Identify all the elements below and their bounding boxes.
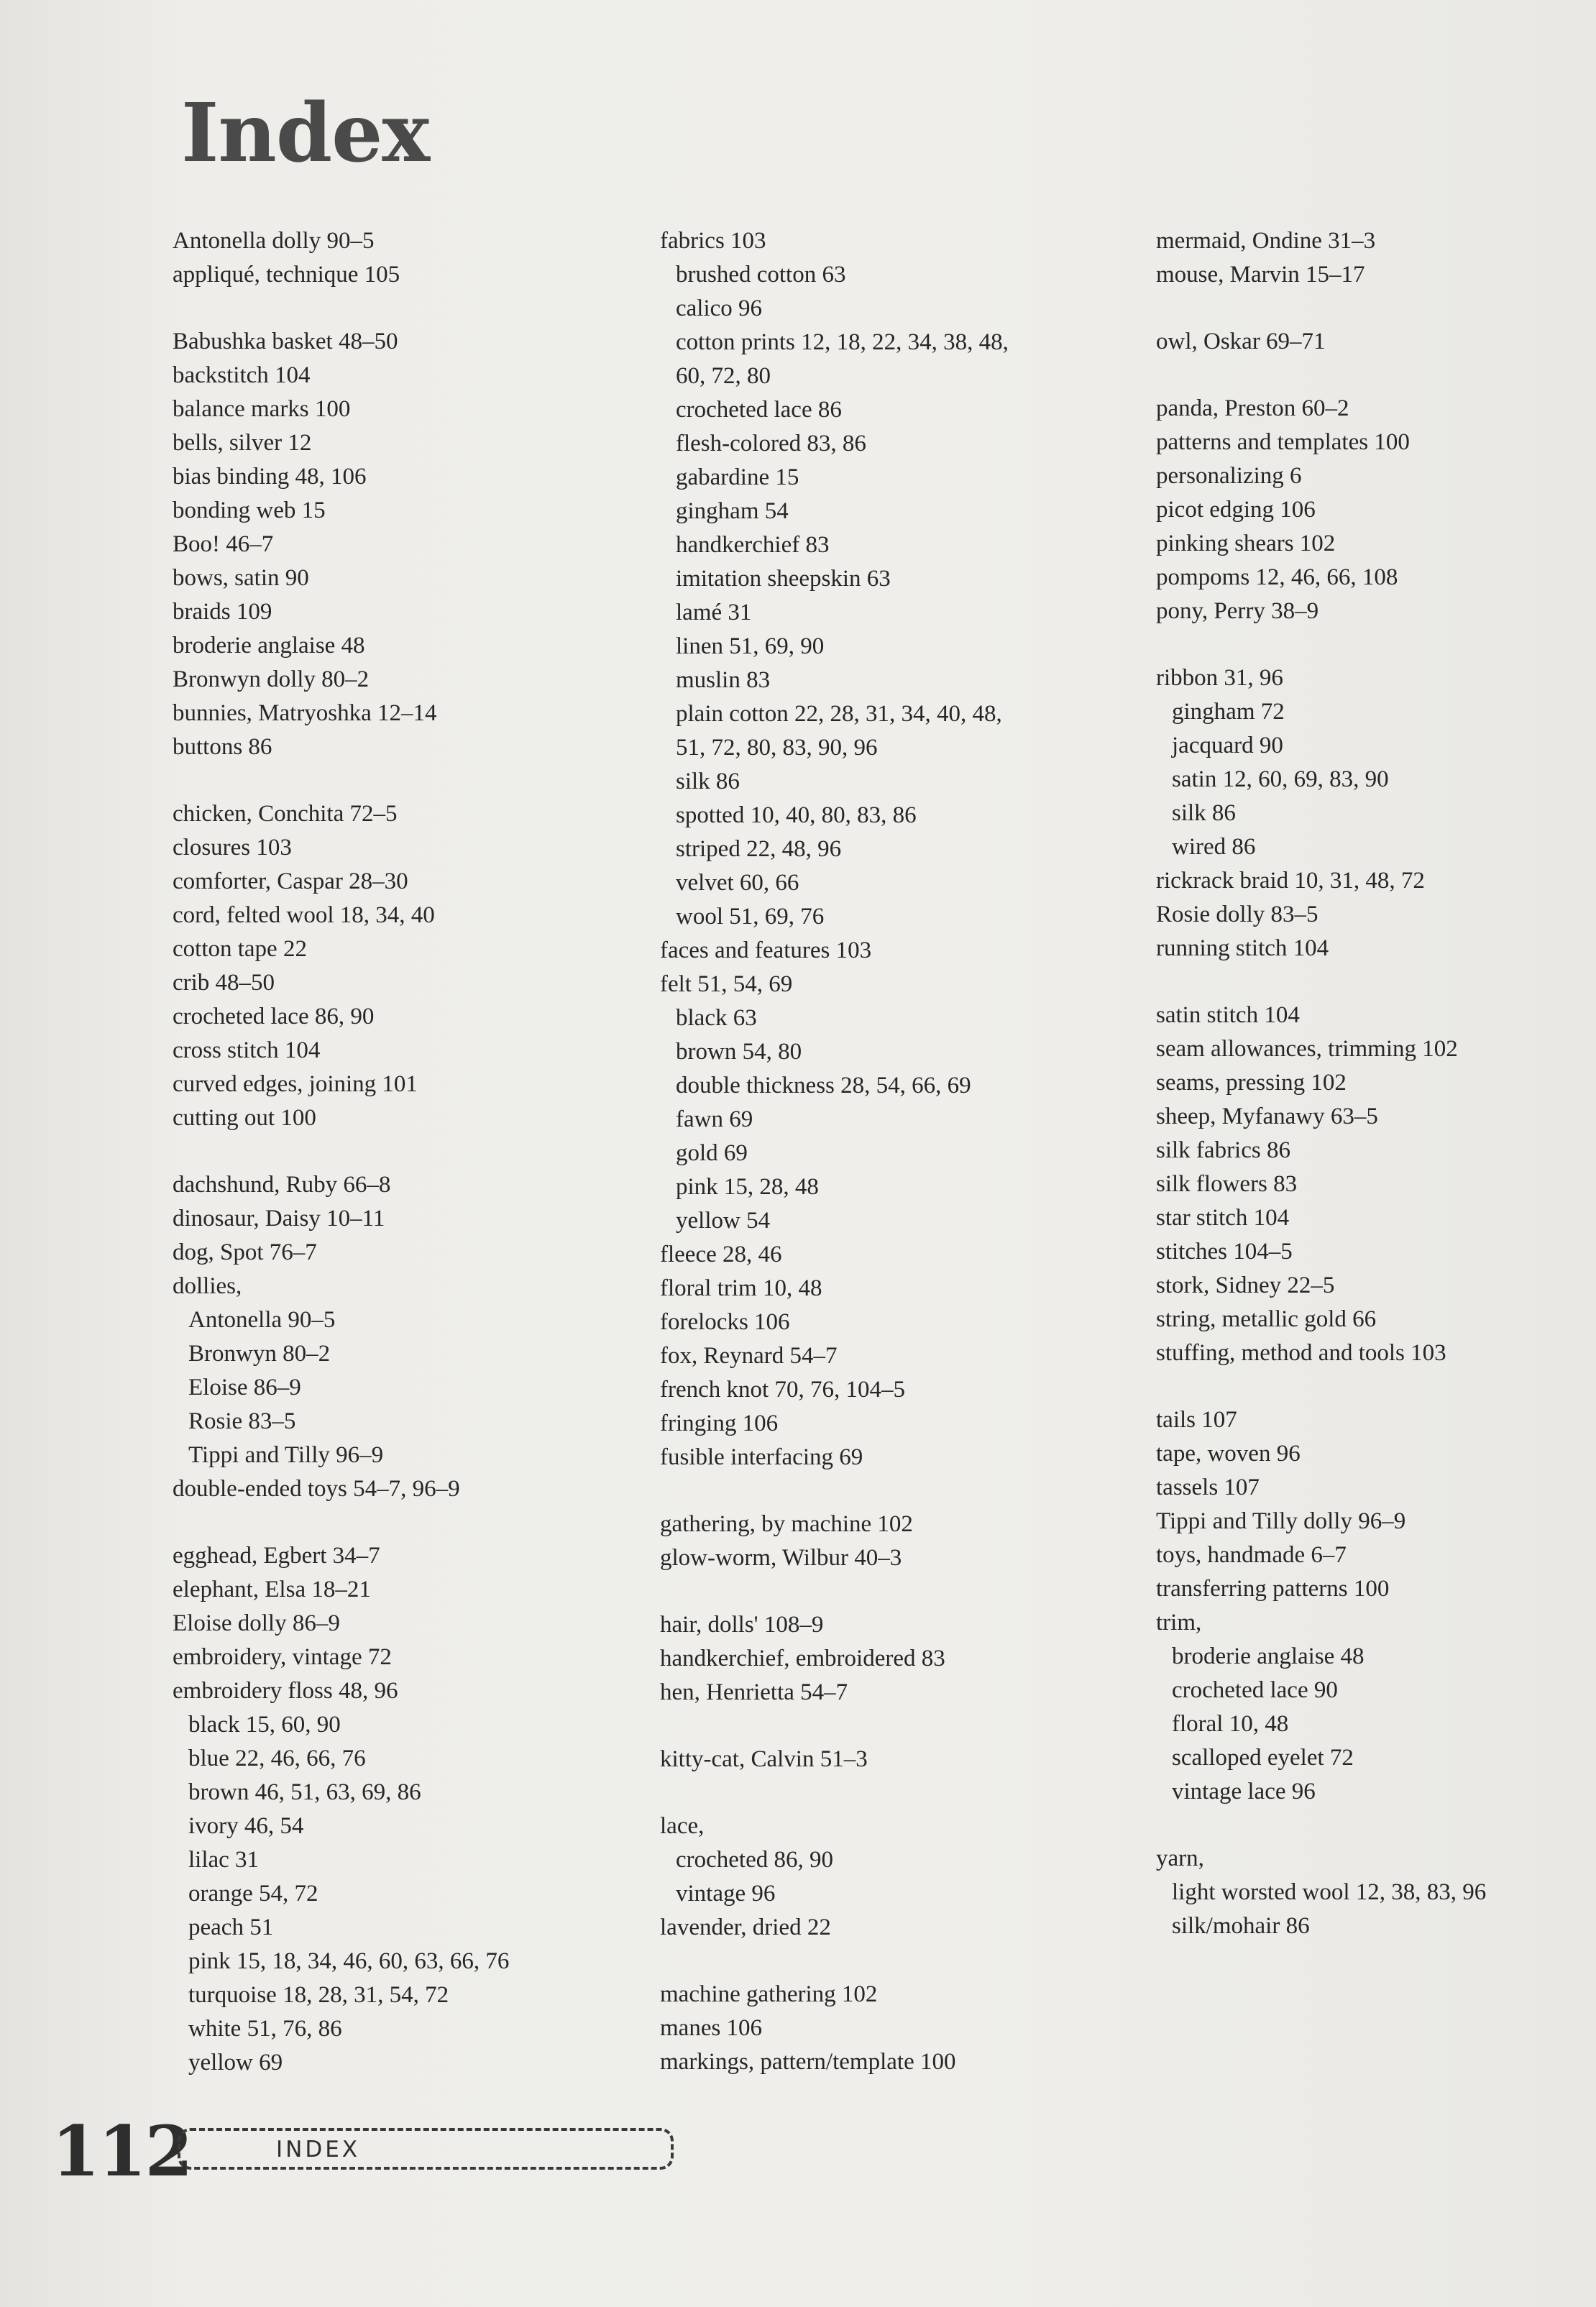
index-subentry: ivory 46, 54 bbox=[188, 1813, 304, 1839]
index-entry: braids 109 bbox=[173, 599, 272, 625]
index-entry: egghead, Egbert 34–7 bbox=[173, 1543, 380, 1569]
index-subentry: wool 51, 69, 76 bbox=[676, 904, 825, 930]
index-entry: backstitch 104 bbox=[173, 362, 311, 388]
index-spacer bbox=[1156, 1809, 1587, 1842]
index-entry: mouse, Marvin 15–17 bbox=[1156, 262, 1365, 288]
index-entry: bonding web 15 bbox=[173, 497, 326, 523]
index-entry: tassels 107 bbox=[1156, 1474, 1260, 1500]
index-entry: Boo! 46–7 bbox=[173, 531, 274, 557]
index-subentry: muslin 83 bbox=[676, 667, 771, 693]
index-column-1 bbox=[173, 224, 633, 2080]
index-entry: Bronwyn dolly 80–2 bbox=[173, 666, 370, 692]
index-subentry: Tippi and Tilly 96–9 bbox=[188, 1442, 384, 1468]
index-entry: french knot 70, 76, 104–5 bbox=[660, 1377, 905, 1403]
index-spacer bbox=[660, 1710, 1120, 1743]
index-entry: bias binding 48, 106 bbox=[173, 464, 367, 490]
index-subentry: flesh-colored 83, 86 bbox=[676, 431, 866, 457]
index-entry: markings, pattern/template 100 bbox=[660, 2049, 956, 2075]
index-subentry: scalloped eyelet 72 bbox=[1172, 1745, 1354, 1771]
index-spacer bbox=[173, 1506, 633, 1539]
index-subentry: brown 54, 80 bbox=[676, 1039, 802, 1065]
index-subentry: velvet 60, 66 bbox=[676, 870, 799, 896]
index-entry: hen, Henrietta 54–7 bbox=[660, 1679, 848, 1705]
index-entry: transferring patterns 100 bbox=[1156, 1576, 1390, 1602]
index-entry: cross stitch 104 bbox=[173, 1037, 321, 1063]
section-label-frame bbox=[178, 2128, 674, 2170]
index-entry: fabrics 103 bbox=[660, 228, 766, 254]
index-entry: crib 48–50 bbox=[173, 970, 275, 996]
index-subentry: spotted 10, 40, 80, 83, 86 bbox=[676, 802, 917, 828]
index-subentry: Rosie 83–5 bbox=[188, 1408, 296, 1434]
index-subentry: pink 15, 18, 34, 46, 60, 63, 66, 76 bbox=[188, 1948, 510, 1974]
index-entry: bells, silver 12 bbox=[173, 430, 312, 456]
index-entry: toys, handmade 6–7 bbox=[1156, 1542, 1347, 1568]
index-spacer bbox=[1156, 292, 1587, 325]
index-subentry: gold 69 bbox=[676, 1140, 748, 1166]
index-entry: embroidery, vintage 72 bbox=[173, 1644, 392, 1670]
index-entry: crocheted lace 86, 90 bbox=[173, 1004, 375, 1029]
index-entry: felt 51, 54, 69 bbox=[660, 971, 793, 997]
index-subentry: vintage 96 bbox=[676, 1881, 776, 1907]
index-subentry: turquoise 18, 28, 31, 54, 72 bbox=[188, 1982, 449, 2008]
index-entry: double-ended toys 54–7, 96–9 bbox=[173, 1476, 460, 1502]
index-subentry: crocheted lace 90 bbox=[1172, 1677, 1338, 1703]
index-subentry: gingham 54 bbox=[676, 498, 789, 524]
index-spacer bbox=[1156, 966, 1587, 999]
index-entry: balance marks 100 bbox=[173, 396, 351, 422]
index-entry: tape, woven 96 bbox=[1156, 1441, 1301, 1467]
index-spacer bbox=[173, 764, 633, 797]
index-entry: Babushka basket 48–50 bbox=[173, 329, 398, 354]
index-subentry: crocheted 86, 90 bbox=[676, 1847, 833, 1873]
index-entry: stitches 104–5 bbox=[1156, 1239, 1293, 1265]
index-entry: faces and features 103 bbox=[660, 937, 872, 963]
index-entry: picot edging 106 bbox=[1156, 497, 1316, 523]
index-entry: machine gathering 102 bbox=[660, 1981, 878, 2007]
index-entry: dachshund, Ruby 66–8 bbox=[173, 1172, 391, 1198]
index-entry: elephant, Elsa 18–21 bbox=[173, 1577, 371, 1602]
index-entry: Eloise dolly 86–9 bbox=[173, 1610, 340, 1636]
index-subentry: lamé 31 bbox=[676, 600, 752, 625]
index-entry: ribbon 31, 96 bbox=[1156, 665, 1283, 691]
index-entry: cord, felted wool 18, 34, 40 bbox=[173, 902, 435, 928]
index-subentry: Antonella 90–5 bbox=[188, 1307, 336, 1333]
index-subentry: vintage lace 96 bbox=[1172, 1779, 1316, 1804]
index-subentry: linen 51, 69, 90 bbox=[676, 633, 825, 659]
index-spacer bbox=[660, 1575, 1120, 1608]
index-entry: personalizing 6 bbox=[1156, 463, 1302, 489]
index-entry: dog, Spot 76–7 bbox=[173, 1239, 317, 1265]
index-entry: Tippi and Tilly dolly 96–9 bbox=[1156, 1508, 1406, 1534]
index-entry: comforter, Caspar 28–30 bbox=[173, 868, 408, 894]
index-entry: fusible interfacing 69 bbox=[660, 1444, 863, 1470]
index-subentry: double thickness 28, 54, 66, 69 bbox=[676, 1073, 971, 1099]
index-entry: curved edges, joining 101 bbox=[173, 1071, 418, 1097]
index-subentry: brown 46, 51, 63, 69, 86 bbox=[188, 1779, 421, 1805]
index-subentry: crocheted lace 86 bbox=[676, 397, 842, 423]
index-subentry: Bronwyn 80–2 bbox=[188, 1341, 331, 1367]
index-entry-continuation: 51, 72, 80, 83, 90, 96 bbox=[676, 735, 878, 761]
index-entry: manes 106 bbox=[660, 2015, 763, 2041]
index-entry: cutting out 100 bbox=[173, 1105, 316, 1131]
page-number: 112 bbox=[52, 2111, 192, 2192]
index-entry: dollies, bbox=[173, 1273, 242, 1299]
index-entry: fleece 28, 46 bbox=[660, 1242, 782, 1267]
index-spacer bbox=[660, 1945, 1120, 1978]
index-entry: bunnies, Matryoshka 12–14 bbox=[173, 700, 437, 726]
index-entry: chicken, Conchita 72–5 bbox=[173, 801, 398, 827]
index-entry: dinosaur, Daisy 10–11 bbox=[173, 1206, 385, 1232]
index-entry: stork, Sidney 22–5 bbox=[1156, 1272, 1335, 1298]
index-subentry: yellow 69 bbox=[188, 2050, 283, 2076]
index-subentry: Eloise 86–9 bbox=[188, 1375, 301, 1400]
index-subentry: peach 51 bbox=[188, 1914, 274, 1940]
index-subentry: floral 10, 48 bbox=[1172, 1711, 1289, 1737]
index-entry: silk flowers 83 bbox=[1156, 1171, 1298, 1197]
index-subentry: blue 22, 46, 66, 76 bbox=[188, 1746, 366, 1771]
index-entry: owl, Oskar 69–71 bbox=[1156, 329, 1326, 354]
index-spacer bbox=[1156, 359, 1587, 392]
index-subentry: silk/mohair 86 bbox=[1172, 1913, 1310, 1939]
index-spacer bbox=[660, 1776, 1120, 1810]
index-subentry: silk 86 bbox=[1172, 800, 1236, 826]
index-entry: gathering, by machine 102 bbox=[660, 1511, 913, 1537]
index-subentry: light worsted wool 12, 38, 83, 96 bbox=[1172, 1879, 1487, 1905]
index-entry: broderie anglaise 48 bbox=[173, 633, 365, 659]
index-subentry: imitation sheepskin 63 bbox=[676, 566, 891, 592]
index-column-2 bbox=[660, 224, 1120, 2079]
index-entry: satin stitch 104 bbox=[1156, 1002, 1300, 1028]
index-entry: silk fabrics 86 bbox=[1156, 1137, 1290, 1163]
index-entry: sheep, Myfanawy 63–5 bbox=[1156, 1104, 1378, 1129]
index-entry: patterns and templates 100 bbox=[1156, 429, 1410, 455]
index-entry: yarn, bbox=[1156, 1845, 1204, 1871]
page-footer bbox=[52, 2112, 699, 2191]
index-subentry: black 63 bbox=[676, 1005, 757, 1031]
index-entry: floral trim 10, 48 bbox=[660, 1275, 822, 1301]
index-subentry: calico 96 bbox=[676, 295, 763, 321]
index-subentry: cotton prints 12, 18, 22, 34, 38, 48, bbox=[676, 329, 1009, 355]
index-entry: fringing 106 bbox=[660, 1411, 779, 1436]
index-subentry: broderie anglaise 48 bbox=[1172, 1643, 1365, 1669]
index-entry: buttons 86 bbox=[173, 734, 272, 760]
index-entry: seam allowances, trimming 102 bbox=[1156, 1036, 1458, 1062]
index-subentry: striped 22, 48, 96 bbox=[676, 836, 842, 862]
index-subentry: gingham 72 bbox=[1172, 699, 1285, 725]
index-entry: Antonella dolly 90–5 bbox=[173, 228, 375, 254]
index-subentry: orange 54, 72 bbox=[188, 1881, 318, 1907]
index-spacer bbox=[173, 292, 633, 325]
index-entry: kitty-cat, Calvin 51–3 bbox=[660, 1746, 868, 1772]
index-entry: stuffing, method and tools 103 bbox=[1156, 1340, 1446, 1366]
index-entry: pinking shears 102 bbox=[1156, 531, 1336, 556]
index-entry: mermaid, Ondine 31–3 bbox=[1156, 228, 1376, 254]
index-entry: seams, pressing 102 bbox=[1156, 1070, 1347, 1096]
index-subentry: wired 86 bbox=[1172, 834, 1256, 860]
index-entry: embroidery floss 48, 96 bbox=[173, 1678, 398, 1704]
index-entry: rickrack braid 10, 31, 48, 72 bbox=[1156, 868, 1425, 894]
index-entry: trim, bbox=[1156, 1610, 1202, 1636]
index-subentry: gabardine 15 bbox=[676, 464, 799, 490]
index-entry: lace, bbox=[660, 1813, 705, 1839]
index-entry: pony, Perry 38–9 bbox=[1156, 598, 1319, 624]
index-subentry: jacquard 90 bbox=[1172, 733, 1283, 758]
index-entry: pompoms 12, 46, 66, 108 bbox=[1156, 564, 1398, 590]
index-entry: panda, Preston 60–2 bbox=[1156, 395, 1349, 421]
index-subentry: satin 12, 60, 69, 83, 90 bbox=[1172, 766, 1389, 792]
index-entry: forelocks 106 bbox=[660, 1309, 790, 1335]
index-subentry: yellow 54 bbox=[676, 1208, 771, 1234]
index-entry: cotton tape 22 bbox=[173, 936, 307, 962]
index-entry: lavender, dried 22 bbox=[660, 1914, 831, 1940]
index-entry: handkerchief, embroidered 83 bbox=[660, 1646, 945, 1671]
index-entry: fox, Reynard 54–7 bbox=[660, 1343, 838, 1369]
index-entry: string, metallic gold 66 bbox=[1156, 1306, 1377, 1332]
index-entry: Rosie dolly 83–5 bbox=[1156, 902, 1318, 927]
index-entry: hair, dolls' 108–9 bbox=[660, 1612, 824, 1638]
index-subentry: handkerchief 83 bbox=[676, 532, 830, 558]
page-title: Index bbox=[181, 86, 430, 180]
index-spacer bbox=[173, 1135, 633, 1168]
section-label: INDEX bbox=[276, 2137, 361, 2162]
index-subentry: black 15, 60, 90 bbox=[188, 1712, 341, 1738]
index-spacer bbox=[1156, 1370, 1587, 1403]
index-subentry: plain cotton 22, 28, 31, 34, 40, 48, bbox=[676, 701, 1002, 727]
index-entry: running stitch 104 bbox=[1156, 935, 1329, 961]
index-entry: star stitch 104 bbox=[1156, 1205, 1290, 1231]
index-entry: glow-worm, Wilbur 40–3 bbox=[660, 1545, 902, 1571]
index-entry: closures 103 bbox=[173, 835, 292, 861]
index-subentry: fawn 69 bbox=[676, 1106, 753, 1132]
index-spacer bbox=[660, 1474, 1120, 1508]
index-subentry: silk 86 bbox=[676, 769, 740, 794]
index-entry: appliqué, technique 105 bbox=[173, 262, 400, 288]
index-column-3 bbox=[1156, 224, 1587, 1943]
index-spacer bbox=[1156, 628, 1587, 661]
index-entry: tails 107 bbox=[1156, 1407, 1237, 1433]
index-subentry: brushed cotton 63 bbox=[676, 262, 846, 288]
index-entry: bows, satin 90 bbox=[173, 565, 309, 591]
index-subentry: lilac 31 bbox=[188, 1847, 260, 1873]
index-subentry: pink 15, 28, 48 bbox=[676, 1174, 819, 1200]
index-subentry: white 51, 76, 86 bbox=[188, 2016, 342, 2042]
index-entry-continuation: 60, 72, 80 bbox=[676, 363, 771, 389]
